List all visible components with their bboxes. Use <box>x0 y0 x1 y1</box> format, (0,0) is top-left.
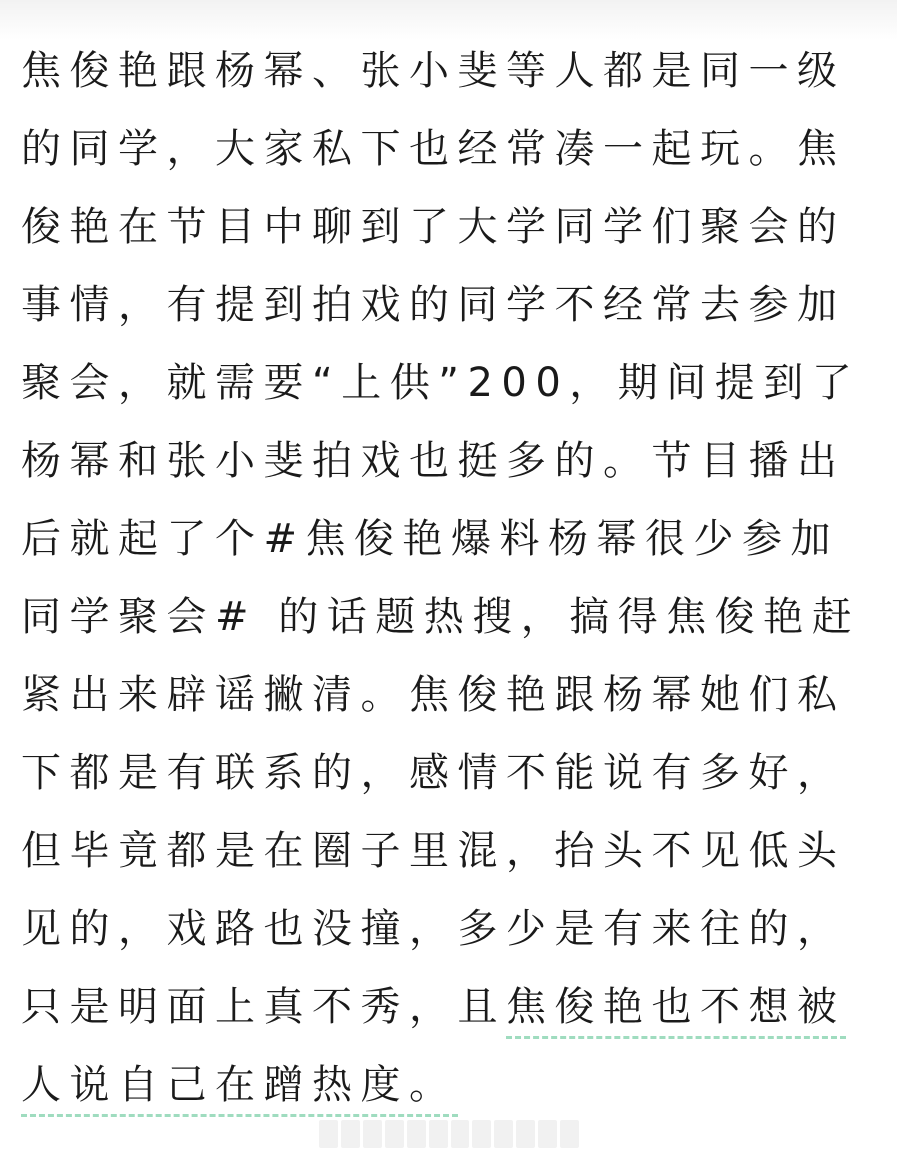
text-line: 事情，有提到拍戏的同学不经常去参加 <box>21 282 846 328</box>
text-line: 下都是有联系的，感情不能说有多好， <box>21 750 846 796</box>
text-line: 紧出来辟谣撇清。焦俊艳跟杨幂她们私 <box>21 672 846 718</box>
text-segment: 只是明面上真不秀，且 <box>21 984 506 1030</box>
text-line: 同学聚会# 的话题热搜，搞得焦俊艳赶 <box>21 594 861 640</box>
text-line: 后就起了个#焦俊艳爆料杨幂很少参加 <box>21 516 840 562</box>
text-line <box>21 1046 866 1124</box>
text-line: 但毕竟都是在圈子里混，抬头不见低头 <box>21 828 846 874</box>
text-line: 俊艳在节目中聊到了大学同学们聚会的 <box>21 204 846 250</box>
text-line: 聚会，就需要“上供”200，期间提到了 <box>21 360 861 406</box>
text-line: 见的，戏路也没撞，多少是有来往的， <box>21 906 846 952</box>
text-line <box>21 968 866 1046</box>
article-body <box>21 32 866 1124</box>
text-line: 杨幂和张小斐拍戏也挺多的。节目播出 <box>21 438 846 484</box>
text-line: 的同学，大家私下也经常凑一起玩。焦 <box>21 126 846 172</box>
watermark <box>319 1120 579 1148</box>
text-line: 焦俊艳跟杨幂、张小斐等人都是同一级 <box>21 48 846 94</box>
highlighted-link-text[interactable]: 人说自己在蹭热度。 <box>21 1062 458 1117</box>
highlighted-link-text[interactable]: 焦俊艳也不想被 <box>506 984 846 1039</box>
